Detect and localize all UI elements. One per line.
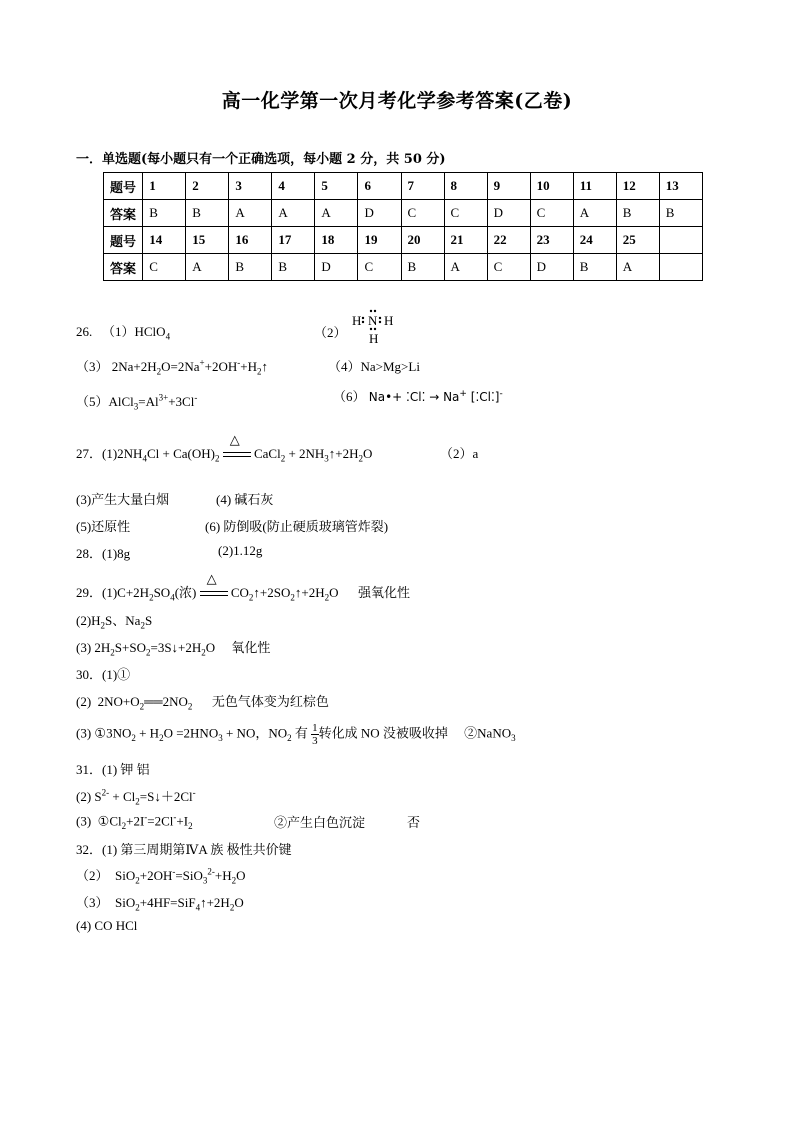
table-cell: B	[272, 254, 315, 281]
table-cell: 25	[616, 227, 659, 254]
table-cell: C	[487, 254, 530, 281]
q26-part1: （1）HClO	[102, 324, 166, 339]
table-cell: 21	[444, 227, 487, 254]
table-row-questions-2	[104, 227, 703, 254]
nacl-formation-diagram: Na•+ ⁚Cl⁚ → Na+ [⁚Cl⁚]-	[368, 389, 503, 404]
table-cell: B	[401, 254, 444, 281]
table-cell: D	[358, 200, 401, 227]
q30-part3a: (3) ①3NO	[76, 725, 132, 741]
table-row-questions-1	[104, 173, 703, 200]
q27-part5: (5)还原性	[76, 519, 131, 534]
table-row-header: 答案	[104, 254, 143, 281]
table-cell: C	[530, 200, 573, 227]
table-cell: 24	[573, 227, 616, 254]
nh3-electron-formula	[350, 307, 400, 347]
table-row-answers-2	[104, 254, 703, 281]
q28-part1: 28．(1)8g	[76, 546, 131, 561]
svg-text:H: H	[368, 331, 379, 346]
q30-line2: (2) $2NO+O_2══2NO_2$ 无色气体变为红棕色	[76, 694, 329, 712]
q30-line3: (3) $①3NO_2 + H_2O =2HNO_3$ + NO，$NO_2$ 有 $\frac{1}{3}$ 转化成 NO 没被吸收掉 ②NaNO$_3$	[76, 722, 516, 747]
q26-part6	[333, 386, 503, 405]
q32-line2: （2） $SiO_2+2OH^-=SiO_3^{2-}+H_2O$	[76, 866, 246, 886]
q31-part3c: 否	[407, 815, 421, 830]
table-cell: 1	[143, 173, 186, 200]
q31-line2: (2) $S^{2-}$ + $Cl_2=S↓+2Cl^-$	[76, 787, 196, 807]
table-cell: A	[444, 254, 487, 281]
table-cell: 9	[487, 173, 530, 200]
one-third-fraction: $\frac{1}{3}$	[312, 722, 318, 747]
table-cell: 6	[358, 173, 401, 200]
table-cell: 20	[401, 227, 444, 254]
table-cell: 3	[229, 173, 272, 200]
table-cell: 14	[143, 227, 186, 254]
q26-part3-label: （3）	[76, 359, 109, 374]
table-cell	[659, 254, 702, 281]
table-cell: 12	[616, 173, 659, 200]
table-row-header: 题号	[104, 173, 143, 200]
q26-part5-label: （5）AlCl	[76, 394, 134, 409]
heat-equals-icon: △	[223, 448, 251, 462]
table-cell: B	[659, 200, 702, 227]
q29-part1-tail: 强氧化性	[358, 585, 411, 600]
table-cell: A	[315, 200, 358, 227]
table-cell: 22	[487, 227, 530, 254]
q30-part1: 30．(1)①	[76, 667, 131, 682]
table-cell: 10	[530, 173, 573, 200]
table-cell: A	[573, 200, 616, 227]
q26-line1: 26. （1）HClO$_4$	[76, 324, 171, 342]
table-cell: B	[143, 200, 186, 227]
table-cell: B	[616, 200, 659, 227]
table-cell	[659, 227, 702, 254]
q28-part2: (2)1.12g	[218, 543, 263, 558]
table-row-answers-1	[104, 200, 703, 227]
table-cell: A	[616, 254, 659, 281]
q31-line3: (3) $①Cl_2+2I^-=2Cl^-+I_2$	[76, 812, 193, 831]
q26-part2	[314, 313, 400, 347]
q31-part3b: ②产生白色沉淀	[274, 815, 366, 830]
table-cell: A	[272, 200, 315, 227]
q27-label: 27．(1)	[76, 446, 118, 461]
table-cell: C	[143, 254, 186, 281]
table-cell: 23	[530, 227, 573, 254]
heat-equals-icon: △	[200, 587, 228, 601]
q27-part4: (4) 碱石灰	[216, 492, 274, 507]
page-title: 高一化学第一次月考化学参考答案(乙卷)	[221, 90, 573, 112]
svg-text:H: H	[383, 313, 394, 328]
q29-line1: 29．$(1)C+2H_2SO_4$(浓) △ $CO_2↑+2SO_2↑+2H_2O$ 强氧化性	[76, 571, 411, 603]
table-cell: A	[186, 254, 229, 281]
table-cell: 11	[573, 173, 616, 200]
table-cell: 16	[229, 227, 272, 254]
table-cell: 8	[444, 173, 487, 200]
table-cell: D	[530, 254, 573, 281]
q26-label: 26.	[76, 324, 93, 339]
table-cell: 17	[272, 227, 315, 254]
table-cell: C	[358, 254, 401, 281]
q26-part4: （4）Na>Mg>Li	[328, 359, 420, 374]
q26-part2-label: （2）	[314, 324, 347, 340]
answer-table	[103, 172, 703, 281]
q30-part3c: ②NaNO	[464, 725, 512, 741]
table-row-header: 题号	[104, 227, 143, 254]
q32-part1: 32．(1) 第三周期第ⅣA 族 极性共价键	[76, 842, 292, 857]
table-cell: D	[487, 200, 530, 227]
table-cell: 13	[659, 173, 702, 200]
table-cell: 5	[315, 173, 358, 200]
q27-part6: (6) 防倒吸(防止硬质玻璃管炸裂)	[205, 519, 389, 534]
q29-part3-tail: 氧化性	[231, 640, 271, 655]
q27-line1: 27．$(1)2NH_4Cl + Ca(OH)_2$ △ CaCl$_2$ + $2NH_3↑+2H_2O$	[76, 432, 373, 464]
table-row-header: 答案	[104, 200, 143, 227]
table-cell: C	[401, 200, 444, 227]
q32-line3: （3） $SiO_2+4HF=SiF_4↑+2H_2O$	[76, 895, 244, 913]
table-cell: 7	[401, 173, 444, 200]
q29-part2: (2)H	[76, 613, 101, 628]
q29-line2: $(2)H_2S$、$Na_2S$	[76, 613, 153, 631]
table-cell: 18	[315, 227, 358, 254]
table-cell: C	[444, 200, 487, 227]
q29-label: 29．(1)	[76, 585, 118, 600]
q30-part3b: 转化成 NO 没被吸收掉	[318, 725, 448, 741]
q32-part4: (4) CO HCl	[76, 918, 138, 933]
svg-text:N: N	[367, 313, 378, 328]
table-cell: B	[229, 254, 272, 281]
table-cell: B	[573, 254, 616, 281]
section-heading: 一．单选题(每小题只有一个正确选项，每小题 2 分，共 50 分)	[76, 152, 446, 167]
q26-line3: （3） $2Na+2H_2O=2Na^++2OH^-+H_2↑$	[76, 357, 268, 377]
q31-part1: 31．(1) 钾 铝	[76, 762, 150, 777]
table-cell: 2	[186, 173, 229, 200]
q29-line3: (3) $2H_2S+SO_2=3S↓+2H_2O$ 氧化性	[76, 640, 271, 658]
q27-part3: (3)产生大量白烟	[76, 492, 170, 507]
table-cell: B	[186, 200, 229, 227]
table-cell: 19	[358, 227, 401, 254]
svg-text:H: H	[351, 313, 362, 328]
table-cell: 4	[272, 173, 315, 200]
table-cell: D	[315, 254, 358, 281]
table-cell: A	[229, 200, 272, 227]
q26-line5: $(5)AlCl_3=Al^{3+}+3Cl^-$	[76, 392, 198, 412]
table-cell: 15	[186, 227, 229, 254]
q30-part2-tail: 无色气体变为红棕色	[211, 694, 329, 709]
q26-part6-label: （6）	[333, 389, 366, 404]
q27-part2: （2）a	[440, 446, 479, 461]
